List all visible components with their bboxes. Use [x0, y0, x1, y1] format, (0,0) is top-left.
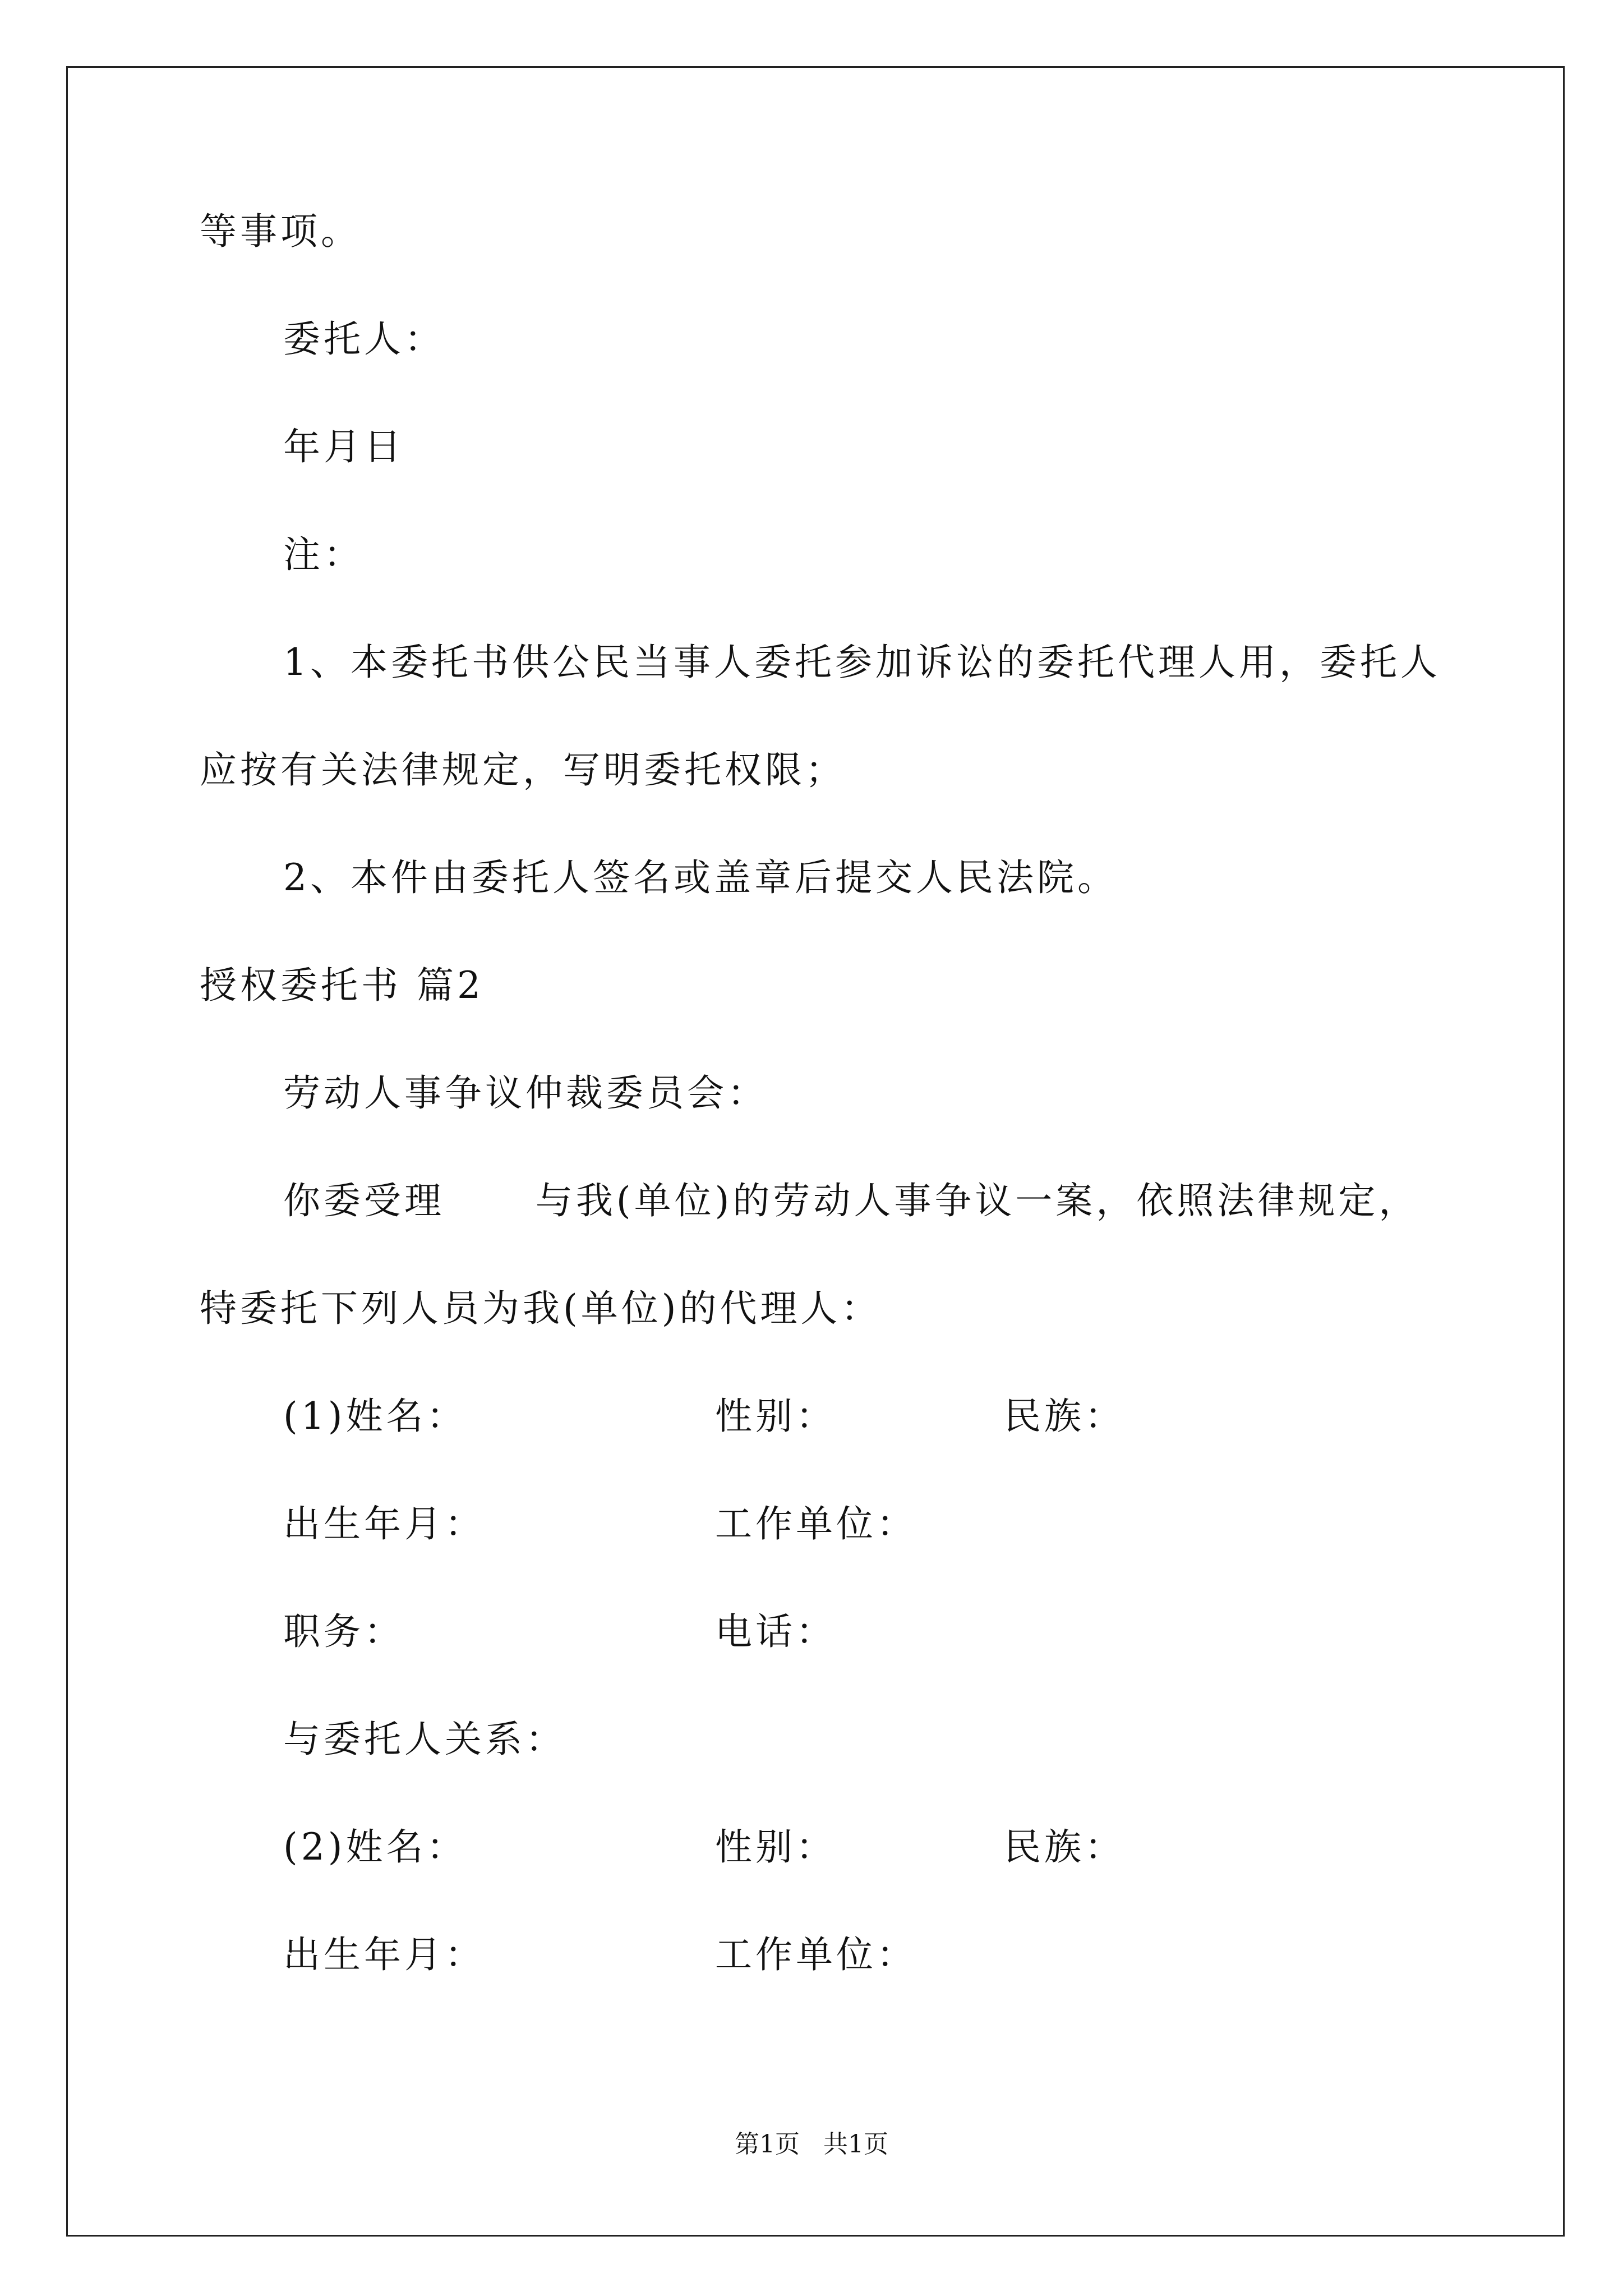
person1-relation-label: 与委托人关系： [283, 1718, 566, 1761]
person2-gender-label: 性别： [715, 1825, 836, 1869]
person1-name-label: (1)姓名： [283, 1395, 467, 1438]
body-paragraph-line-1: 你委受理 与我(单位)的劳动人事争议一案，依照法律规定， [283, 1179, 1419, 1222]
body-paragraph-line-2: 特委托下列人员为我(单位)的代理人： [200, 1287, 882, 1330]
text-line-note-1-cont: 应按有关法律规定，写明委托权限； [200, 748, 846, 792]
text-line-date: 年月日 [283, 425, 404, 468]
person1-phone-label: 电话： [715, 1610, 836, 1653]
person1-ethnicity-label: 民族： [1004, 1395, 1125, 1438]
page-border [66, 66, 1565, 2237]
page-number-footer: 第1页 共1页 [735, 2130, 888, 2159]
text-line-note-heading: 注： [283, 533, 364, 576]
text-line-principal: 委托人： [283, 318, 445, 361]
person2-ethnicity-label: 民族： [1004, 1825, 1125, 1869]
section-heading: 授权委托书 篇2 [200, 964, 484, 1007]
person1-gender-label: 性别： [715, 1395, 836, 1438]
person2-name-label: (2)姓名： [283, 1825, 467, 1869]
text-line-note-1: 1、本委托书供公民当事人委托参加诉讼的委托代理人用，委托人 [283, 641, 1441, 684]
person1-position-label: 职务： [283, 1610, 404, 1653]
person1-birth-label: 出生年月： [283, 1502, 485, 1545]
person2-employer-label: 工作单位： [715, 1933, 917, 1976]
addressee-line: 劳动人事争议仲裁委员会： [283, 1071, 768, 1115]
text-line-note-2: 2、本件由委托人签名或盖章后提交人民法院。 [283, 856, 1118, 899]
person2-birth-label: 出生年月： [283, 1933, 485, 1976]
person1-employer-label: 工作单位： [715, 1502, 917, 1545]
text-line-1: 等事项。 [200, 210, 361, 253]
